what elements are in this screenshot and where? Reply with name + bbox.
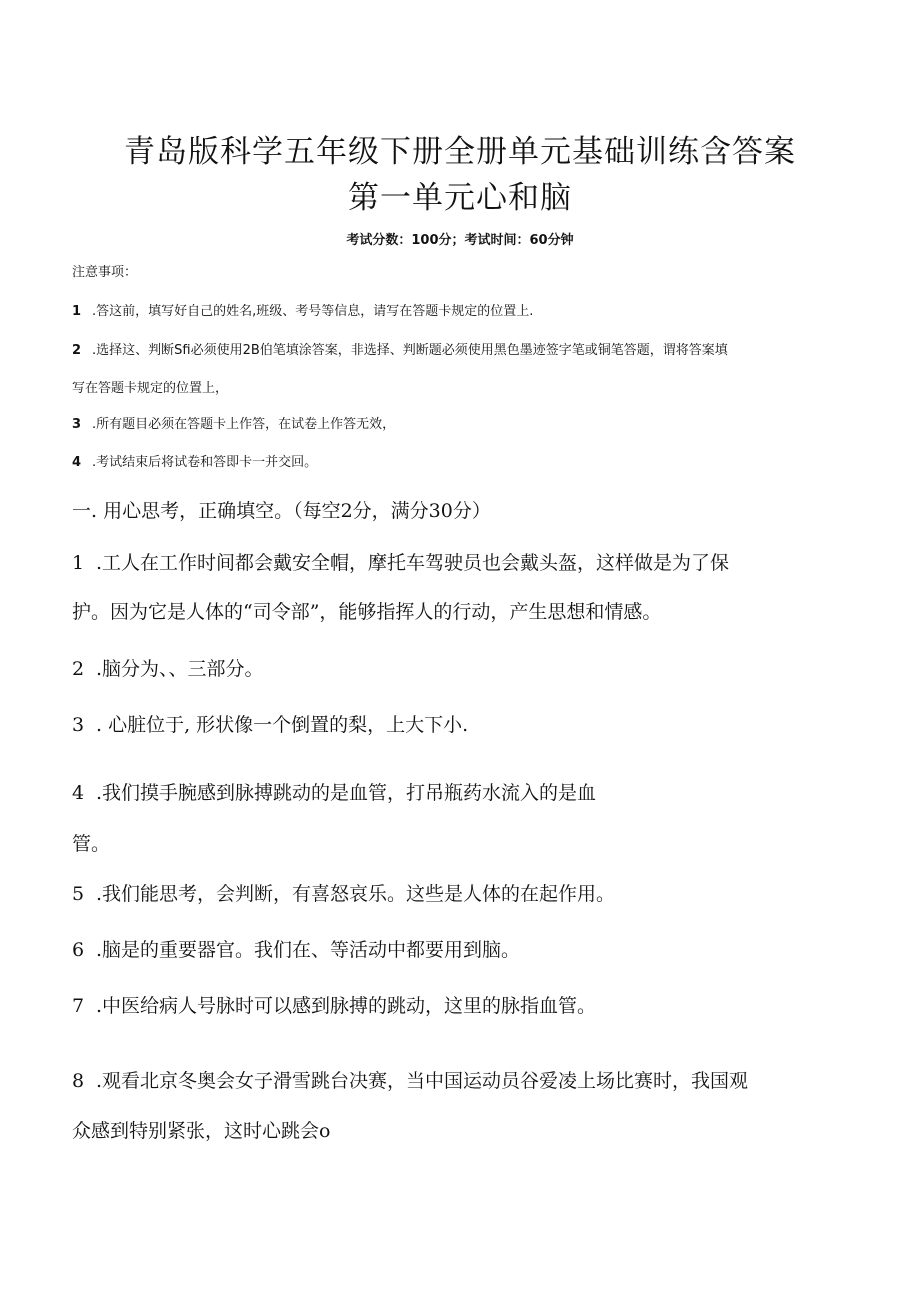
notice-item [72,343,728,359]
section-heading: 一. 用心思考，正确填空。（每空2分，满分30分） [72,500,491,522]
unit-title: 第一单元心和脑 [348,180,572,216]
question-line [72,879,615,906]
question-line [72,778,596,805]
question-line [72,991,596,1018]
question-number: 6 [72,939,85,961]
question-number: 4 [72,782,85,804]
question-line [72,1066,748,1093]
question-line [72,548,729,575]
question-text: .脑分为、、三部分。 [96,658,264,680]
question-text-continued: 管。 [72,833,111,855]
notice-text: .考试结束后将试卷和答即卡一并交回。 [92,455,318,470]
question-text-continued: 众感到特别紧张，这时心跳会o [72,1120,331,1142]
notice-text: .所有题目必须在答题卡上作答，在试卷上作答无效， [92,417,396,432]
question-text: .工人在工作时间都会戴安全帽，摩托车驾驶员也会戴头盔，这样做是为了保 [96,552,730,574]
question-text: .我们能思考，会判断，有喜怒哀乐。这些是人体的在起作用。 [96,883,616,905]
notice-item [72,417,395,433]
notice-number: 1 [72,304,82,319]
question-text: .我们摸手腕感到脉搏跳动的是血管，打吊瓶药水流入的是血 [96,782,597,804]
exam-info: 考试分数：100分；考试时间：60分钟 [346,233,574,248]
notice-heading: 注意事项： [72,265,138,280]
document-title: 青岛版科学五年级下册全册单元基础训练含答案 [124,134,796,170]
notice-number: 3 [72,417,82,432]
question-line [72,654,264,681]
notice-number: 4 [72,455,82,470]
notice-text: .答这前，填写好自己的姓名,班级、考号等信息，请写在答题卡规定的位置上. [92,304,534,319]
question-text: . 心脏位于, 形状像一个倒置的梨，上大下小. [96,714,469,736]
question-number: 3 [72,714,85,736]
notice-item [72,455,317,471]
notice-number: 2 [72,343,82,358]
question-number: 1 [72,552,85,574]
question-number: 5 [72,883,85,905]
notice-text: .选择这、判断Sfi必须使用2B伯笔填涂答案，非选择、判断题必须使用黑色墨迹签字笔或铜笔答题，谓将答案填 [92,343,728,358]
question-text: .脑是的重要器官。我们在、等活动中都要用到脑。 [96,939,521,961]
notice-text-continued: 写在答题卡规定的位置上， [72,381,229,396]
question-number: 2 [72,658,85,680]
question-number: 7 [72,995,85,1017]
question-number: 8 [72,1070,85,1092]
question-text: .观看北京冬奥会女子滑雪跳台决赛，当中国运动员谷爱凌上场比赛时，我国观 [96,1070,749,1092]
notice-item [72,304,533,320]
question-line [72,935,520,962]
question-text: .中医给病人号脉时可以感到脉搏的跳动，这里的脉指血管。 [96,995,597,1017]
question-line [72,710,468,737]
question-text-continued: 护。因为它是人体的“司令部”，能够指挥人的行动，产生思想和情感。 [72,601,662,623]
